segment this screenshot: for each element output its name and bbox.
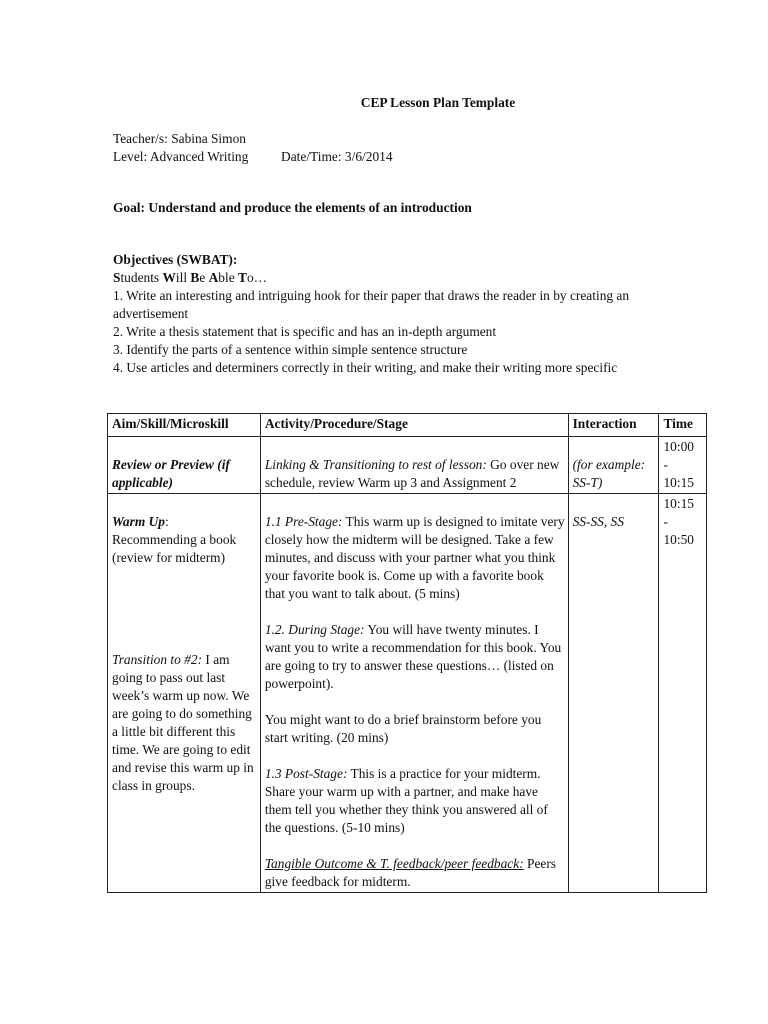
objective-item: 4. Use articles and determiners correctly in their writing, and make their writing more specific: [113, 360, 618, 375]
activity-cell: [260, 437, 568, 494]
header-time: Time: [659, 414, 707, 437]
aim-warm-up: Warm Up:: [112, 514, 169, 529]
interaction-cell: [568, 494, 659, 893]
interaction-value: SS-SS, SS: [572, 514, 624, 529]
objective-item: 2. Write a thesis statement that is specific and has an in-depth argument: [113, 324, 497, 339]
time-dash: -: [663, 457, 668, 472]
level-label: Level:: [113, 149, 148, 164]
time-start: 10:00: [663, 439, 694, 454]
time-dash: -: [663, 514, 668, 529]
tangible-outcome: Tangible Outcome & T. feedback/peer feedback: Peers give feedback for midterm.: [264, 856, 557, 889]
post-stage: 1.3 Post-Stage: This is a practice for your midterm. Share your warm up with a partner, and make have them tell you whether they think you answered all of the questions. (5-10 mins): [264, 766, 548, 835]
interaction-example: (for example: SS-T): [572, 457, 646, 490]
interaction-cell: [568, 437, 659, 494]
time-end: 10:50: [663, 532, 694, 547]
during-stage: 1.2. During Stage: You will have twenty minutes. I want you to write a recommendation for this book. You are going to try to answer these questions… (listed on powerpoint).: [264, 622, 562, 691]
brainstorm-note: You might want to do a brief brainstorm before you start writing. (20 mins): [264, 712, 542, 745]
aim-warm-up-text: Recommending a book (review for midterm): [112, 532, 237, 565]
time-start: 10:15: [663, 496, 694, 511]
swbat-line: Students Will Be Able To…: [113, 270, 268, 285]
document-title: CEP Lesson Plan Template: [360, 95, 516, 110]
teacher-line: [113, 130, 703, 148]
time-end: 10:15: [663, 475, 694, 490]
datetime-label: Date/Time:: [281, 149, 342, 164]
level-line: [113, 148, 703, 166]
objectives-heading: Objectives (SWBAT):: [113, 252, 238, 267]
objective-item: 3. Identify the parts of a sentence within simple sentence structure: [113, 342, 468, 357]
teacher-value: Sabina Simon: [171, 131, 246, 146]
level-value: Advanced Writing: [149, 149, 249, 164]
header-interaction: Interaction: [568, 414, 659, 437]
lesson-plan-table: [107, 413, 707, 893]
datetime-value: 3/6/2014: [344, 149, 393, 164]
header-aim: Aim/Skill/Microskill: [108, 414, 261, 437]
teacher-label: Teacher/s:: [113, 131, 168, 146]
table-row: [108, 494, 707, 893]
aim-cell: [108, 437, 261, 494]
table-row: [108, 437, 707, 494]
objectives-list: [113, 287, 703, 377]
transition-note: Transition to #2: I am going to pass out last week’s warm up now. We are going to do something a little bit different this time. We are going to edit and revise this warm up in class in groups.: [112, 652, 254, 793]
aim-cell: [108, 494, 261, 893]
objective-item: 1. Write an interesting and intriguing hook for their paper that draws the reader in by creating an advertisement: [113, 288, 630, 321]
header-activity: Activity/Procedure/Stage: [260, 414, 568, 437]
time-cell: [659, 494, 707, 893]
aim-review-preview: Review or Preview (if applicable): [112, 457, 230, 490]
time-cell: [659, 437, 707, 494]
table-header-row: [108, 414, 707, 437]
activity-cell: [260, 494, 568, 893]
goal-statement: Goal: Understand and produce the elements of an introduction: [113, 200, 472, 215]
activity-linking: Linking & Transitioning to rest of lesson: Go over new schedule, review Warm up 3 and Assignment 2: [264, 457, 560, 490]
pre-stage: 1.1 Pre-Stage: This warm up is designed to imitate very closely how the midterm will be designed. Take a few minutes, and discuss with your partner what you think your favorite book is. Come up with a favorite book that you want to talk about. (5 mins): [264, 514, 565, 601]
document-page: [113, 94, 703, 377]
